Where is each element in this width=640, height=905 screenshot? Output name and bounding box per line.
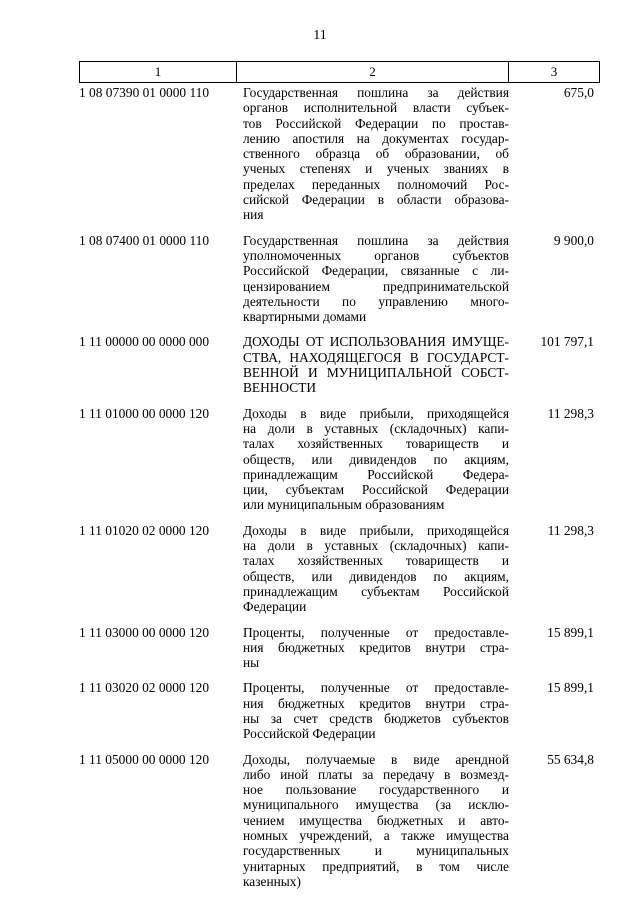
description-line: казенных) [243, 873, 301, 889]
page-number: 11 [313, 28, 327, 43]
description-line: на доли в уставных (складочных) капи- [243, 420, 509, 436]
table-row [79, 233, 600, 325]
revenue-amount: 675,0 [563, 85, 594, 100]
budget-table-body [79, 85, 600, 899]
revenue-amount: 11 298,3 [547, 405, 594, 421]
description-line: Проценты, полученные от предоставле- [243, 624, 509, 640]
description-line: ВЕННОЙ И МУНИЦИПАЛЬНОЙ СОБСТ- [243, 365, 509, 381]
description-line: ны за счет средств бюджетов субъектов [243, 710, 509, 726]
description-line: на доли в уставных (складочных) капи- [243, 538, 509, 554]
description-line: деятельности по управлению много- [243, 293, 509, 309]
description-line: ния бюджетных кредитов внутри стра- [243, 695, 509, 711]
revenue-code: 1 11 01000 00 0000 120 [79, 405, 210, 421]
revenue-code: 1 11 05000 00 0000 120 [79, 751, 210, 767]
table-row [79, 752, 600, 890]
revenue-code: 1 11 00000 00 0000 000 [79, 334, 210, 350]
table-row [79, 680, 600, 741]
description-line: Российской Федерации [243, 726, 376, 742]
description-line: квартирными домами [243, 309, 367, 325]
description-line: ции, субъектам Российской Федерации [243, 482, 509, 498]
description-line: принадлежащим Российской Федера- [243, 466, 509, 482]
description-line: ное пользование государственного и [243, 782, 509, 798]
description-line: Российской Федерации, связанные с ли- [243, 263, 509, 279]
revenue-code: 1 08 07390 01 0000 110 [79, 85, 210, 100]
description-line: Государственная пошлина за действия [243, 85, 509, 100]
description-line: талах хозяйственных товариществ и [243, 436, 509, 452]
description-line: сийской Федерации в области образова- [243, 192, 509, 208]
description-line: Проценты, полученные от предоставле- [243, 680, 509, 696]
revenue-description [243, 523, 509, 615]
description-line: СТВА, НАХОДЯЩЕГОСЯ В ГОСУДАРСТ- [243, 349, 509, 365]
description-line: лению апостиля на документах государ- [243, 130, 509, 146]
revenue-amount: 15 899,1 [547, 624, 594, 640]
description-line: ученых степенях и ученых званиях в [243, 161, 509, 177]
description-line: унитарных предприятий, в том числе [243, 858, 509, 874]
table-header [79, 61, 600, 83]
table-header-col2: 2 [237, 62, 509, 82]
description-line: номных учреждений, а также имущества [243, 828, 509, 844]
description-line: или муниципальным образованиям [243, 497, 445, 513]
description-line: талах хозяйственных товариществ и [243, 553, 509, 569]
description-line: обществ, или дивидендов по акциям, [243, 568, 509, 584]
table-row [79, 334, 600, 395]
revenue-code: 1 08 07400 01 0000 110 [79, 232, 210, 248]
revenue-code: 1 11 03020 02 0000 120 [79, 680, 210, 696]
description-line: государственных и муниципальных [243, 843, 509, 859]
table-row [79, 625, 600, 671]
description-line: тов Российской Федерации по простав- [243, 115, 509, 131]
table-header-col1: 1 [80, 62, 237, 82]
description-line: ния [243, 207, 264, 223]
description-line: ны [243, 655, 260, 671]
description-line: Государственная пошлина за действия [243, 232, 509, 248]
revenue-code: 1 11 03000 00 0000 120 [79, 624, 210, 640]
description-line: принадлежащим субъектам Российской [243, 583, 509, 599]
description-line: цензированием предпринимательской [243, 278, 509, 294]
table-row [79, 406, 600, 513]
revenue-description [243, 85, 509, 223]
description-line: либо иной платы за передачу в возмезд- [243, 766, 509, 782]
revenue-description [243, 233, 509, 325]
description-line: уполномоченных органов субъектов [243, 247, 509, 263]
revenue-amount: 11 298,3 [547, 522, 594, 538]
description-line: Доходы, получаемые в виде арендной [243, 751, 509, 767]
revenue-description [243, 625, 509, 671]
revenue-description [243, 680, 509, 741]
description-line: Доходы в виде прибыли, приходящейся [243, 522, 509, 538]
description-line: органов исполнительной власти субъек- [243, 100, 509, 116]
description-line: пределах переданных полномочий Рос- [243, 176, 509, 192]
description-line: обществ, или дивидендов по акциям, [243, 451, 509, 467]
revenue-code: 1 11 01020 02 0000 120 [79, 522, 210, 538]
revenue-amount: 101 797,1 [540, 334, 594, 350]
description-line: ВЕННОСТИ [243, 380, 317, 396]
description-line: ДОХОДЫ ОТ ИСПОЛЬЗОВАНИЯ ИМУЩЕ- [243, 334, 509, 350]
revenue-description [243, 752, 509, 890]
table-header-col3: 3 [550, 64, 558, 79]
description-line: чением имущества бюджетных и авто- [243, 812, 509, 828]
revenue-amount: 55 634,8 [547, 751, 594, 767]
revenue-description [243, 334, 509, 395]
revenue-amount: 15 899,1 [547, 680, 594, 696]
revenue-description [243, 406, 509, 513]
description-line: ния бюджетных кредитов внутри стра- [243, 639, 509, 655]
description-line: муниципального имущества (за исклю- [243, 797, 509, 813]
table-row [79, 523, 600, 615]
revenue-amount: 9 900,0 [553, 232, 594, 248]
description-line: ственного образца об образовании, об [243, 146, 509, 162]
description-line: Федерации [243, 599, 307, 615]
description-line: Доходы в виде прибыли, приходящейся [243, 405, 509, 421]
table-row [79, 85, 600, 223]
